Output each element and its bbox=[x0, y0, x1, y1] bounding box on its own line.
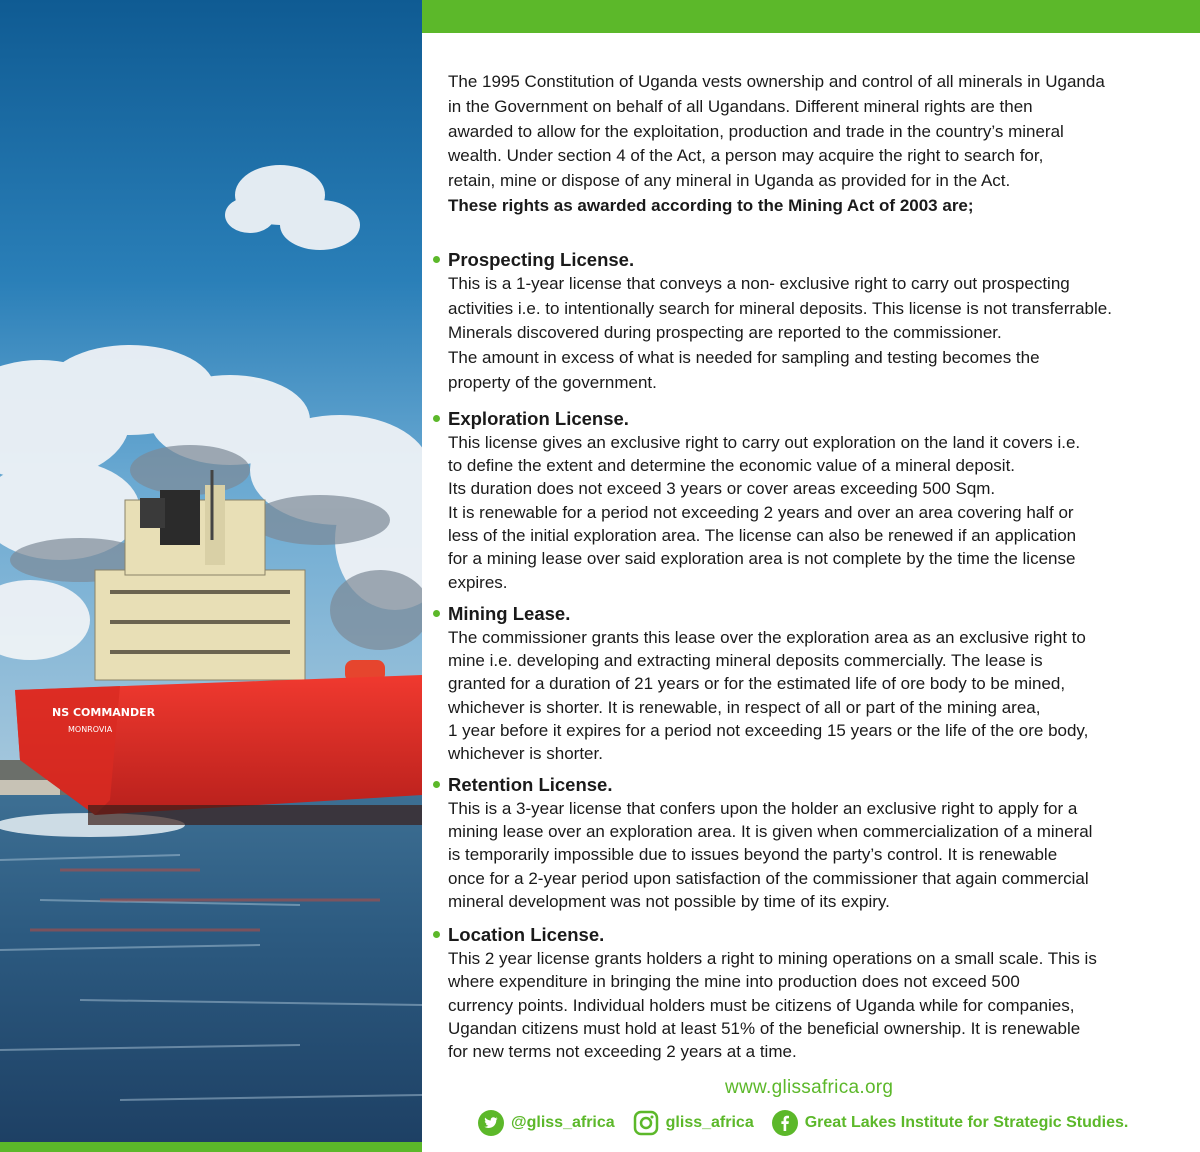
intro-line: awarded to allow for the exploitation, production and trade in the country’s mineral bbox=[448, 121, 1064, 141]
bullet-icon bbox=[433, 931, 440, 938]
intro-line: The 1995 Constitution of Uganda vests ownership and control of all minerals in Uganda bbox=[448, 72, 1105, 91]
section-title: Retention License. bbox=[448, 773, 1184, 797]
section-mining-lease bbox=[448, 602, 1184, 766]
section-line: is temporarily impossible due to issues beyond the party’s control. It is renewable bbox=[448, 845, 1058, 865]
intro-line: retain, mine or dispose of any mineral in Uganda as provided for in the Act. bbox=[448, 171, 1011, 191]
section-line: granted for a duration of 21 years or for the estimated life of ore body to be mined, bbox=[448, 674, 1066, 694]
section-line: Ugandan citizens must hold at least 51% of the beneficial ownership. It is renewable bbox=[448, 1019, 1081, 1038]
section-line: This license gives an exclusive right to carry out exploration on the land it covers i.e. bbox=[448, 432, 1081, 452]
intro-line: wealth. Under section 4 of the Act, a person may acquire the right to search for, bbox=[448, 146, 1044, 166]
bullet-icon bbox=[433, 415, 440, 422]
ship-photo bbox=[0, 0, 422, 1152]
section-location-license bbox=[448, 923, 1184, 1063]
section-title: Prospecting License. bbox=[448, 248, 1184, 272]
section-line: once for a 2-year period upon satisfaction of the commissioner that again commercial bbox=[448, 868, 1089, 888]
section-line: mineral development was not possible by time of its expiry. bbox=[448, 891, 890, 911]
section-title: Exploration License. bbox=[448, 407, 1184, 431]
section-line: for a mining lease over said exploration area is not complete by the time the license bbox=[448, 549, 1076, 569]
twitter-link[interactable] bbox=[478, 1110, 615, 1136]
section-prospecting-license bbox=[448, 248, 1184, 396]
section-line: Minerals discovered during prospecting are reported to the commissioner. bbox=[448, 323, 1002, 343]
instagram-link[interactable] bbox=[633, 1110, 754, 1136]
section-line: activities i.e. to intentionally search for mineral deposits. This license is not transferrable. bbox=[448, 298, 1112, 318]
section-line: The amount in excess of what is needed for sampling and testing becomes the bbox=[448, 348, 1040, 368]
ship-superstructure bbox=[95, 570, 305, 680]
section-line: The commissioner grants this lease over the exploration area as an exclusive right to bbox=[448, 627, 1086, 647]
bullet-icon bbox=[433, 781, 440, 788]
section-line: This 2 year license grants holders a right to mining operations on a small scale. This is bbox=[448, 949, 1097, 969]
facebook-link[interactable] bbox=[772, 1110, 1129, 1136]
section-line: It is renewable for a period not exceeding 2 years and over an area covering half or bbox=[448, 502, 1074, 522]
section-title: Location License. bbox=[448, 923, 1184, 947]
section-line: where expenditure in bringing the mine into production does not exceed 500 bbox=[448, 972, 1020, 992]
twitter-handle: @gliss_africa bbox=[511, 1114, 615, 1131]
facebook-name: Great Lakes Institute for Strategic Studies. bbox=[804, 1114, 1129, 1131]
ship-port-text: MONROVIA bbox=[68, 725, 113, 734]
section-line: This is a 3-year license that confers upon the holder an exclusive right to apply for a bbox=[448, 798, 1078, 818]
intro-rights-statement: These rights as awarded according to the Mining Act of 2003 are; bbox=[448, 195, 974, 215]
instagram-handle: gliss_africa bbox=[665, 1114, 754, 1131]
section-line: for new terms not exceeding 2 years at a time. bbox=[448, 1042, 797, 1062]
section-line: property of the government. bbox=[448, 372, 657, 392]
twitter-icon bbox=[478, 1110, 504, 1136]
section-retention-license bbox=[448, 773, 1184, 913]
section-line: This is a 1-year license that conveys a non- exclusive right to carry out prospecting bbox=[448, 273, 1070, 293]
intro-line: in the Government on behalf of all Ugandans. Different mineral rights are then bbox=[448, 96, 1033, 116]
section-line: 1 year before it expires for a period not exceeding 15 years or the life of the ore body, bbox=[448, 721, 1089, 741]
section-title: Mining Lease. bbox=[448, 602, 1184, 626]
section-line: mining lease over an exploration area. It is given when commercialization of a mineral bbox=[448, 821, 1093, 841]
section-line: whichever is shorter. It is renewable, in respect of all or part of the mining area, bbox=[448, 697, 1041, 717]
facebook-icon bbox=[772, 1110, 798, 1136]
bullet-icon bbox=[433, 256, 440, 263]
section-line: expires. bbox=[448, 572, 508, 592]
social-links bbox=[478, 1108, 1146, 1138]
ship-illustration bbox=[0, 0, 422, 1152]
section-line: less of the initial exploration area. The license can also be renewed if an application bbox=[448, 525, 1077, 545]
section-line: Its duration does not exceed 3 years or cover areas exceeding 500 Sqm. bbox=[448, 479, 996, 499]
intro-paragraph bbox=[448, 70, 1184, 219]
section-line: currency points. Individual holders must be citizens of Uganda while for companies, bbox=[448, 995, 1075, 1015]
bullet-icon bbox=[433, 610, 440, 617]
top-accent-bar bbox=[422, 0, 1200, 33]
section-line: whichever is shorter. bbox=[448, 744, 603, 764]
ship-name-text: NS COMMANDER bbox=[52, 706, 156, 719]
instagram-icon bbox=[633, 1110, 659, 1136]
bottom-accent-bar bbox=[0, 1142, 422, 1152]
content-column bbox=[448, 70, 1184, 1064]
section-line: to define the extent and determine the economic value of a mineral deposit. bbox=[448, 456, 1016, 476]
website-link[interactable]: www.glissafrica.org bbox=[725, 1077, 894, 1098]
section-exploration-license bbox=[448, 407, 1184, 594]
section-line: mine i.e. developing and extracting mineral deposits commercially. The lease is bbox=[448, 651, 1043, 671]
